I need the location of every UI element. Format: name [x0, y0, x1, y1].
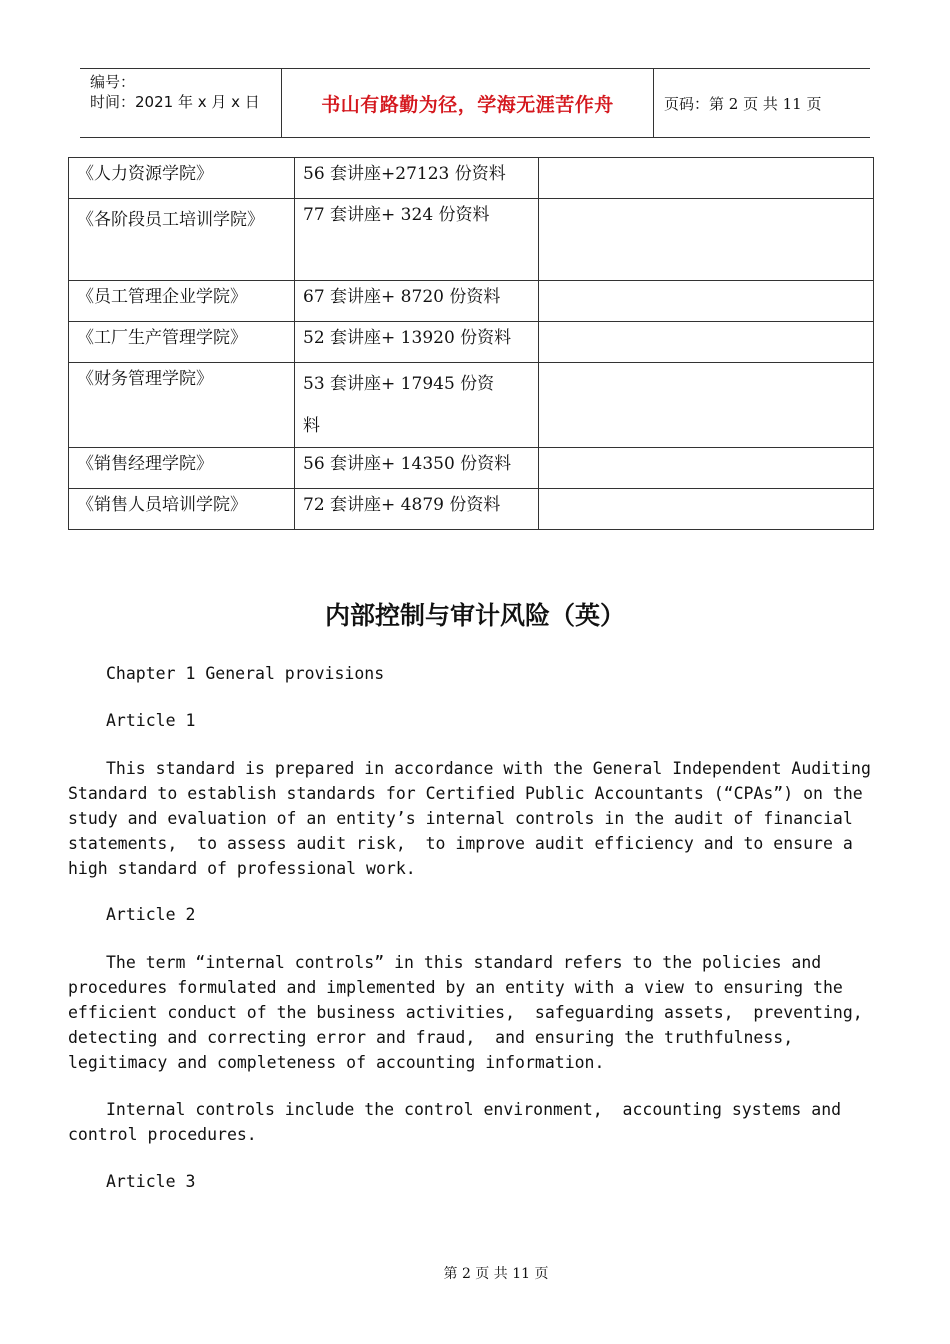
table-cell-name: 《人力资源学院》 — [69, 158, 295, 199]
table-cell-extra — [539, 448, 874, 489]
table-cell-extra — [539, 489, 874, 530]
table-cell-name: 《销售经理学院》 — [69, 448, 295, 489]
table-cell-content: 56 套讲座+ 14350 份资料 — [295, 448, 539, 489]
table-cell-name: 《销售人员培训学院》 — [69, 489, 295, 530]
table-cell-content: 72 套讲座+ 4879 份资料 — [295, 489, 539, 530]
table-row — [69, 322, 874, 363]
table-cell-content: 56 套讲座+27123 份资料 — [295, 158, 539, 199]
table-cell-extra — [539, 322, 874, 363]
document-title: 内部控制与审计风险（英） — [324, 601, 625, 630]
article-paragraph: Internal controls include the control environment, accounting systems and control procedures. — [68, 1100, 852, 1144]
table-row — [69, 199, 874, 281]
table-cell-name: 《工厂生产管理学院》 — [69, 322, 295, 363]
table-cell-content-text: 53 套讲座+ 17945 份资料 — [303, 374, 495, 436]
table-cell-content — [295, 363, 539, 448]
table-cell-content: 52 套讲座+ 13920 份资料 — [295, 322, 539, 363]
article-heading: Article 2 — [106, 905, 196, 924]
document-date-label: 时间：2021 年 x 月 x 日 — [90, 93, 260, 111]
table-row — [69, 448, 874, 489]
header-page-number: 页码：第 2 页 共 11 页 — [664, 94, 822, 113]
table-cell-extra — [539, 363, 874, 448]
table-row — [69, 281, 874, 322]
table-row — [69, 158, 874, 199]
table-cell-name: 《员工管理企业学院》 — [69, 281, 295, 322]
page-footer: 第 2 页 共 11 页 — [443, 1266, 549, 1282]
article-paragraph: The term “internal controls” in this standard refers to the policies and procedures formulated and implemented by an entity with a view to ensuring the efficient conduct of the business activities, safeguarding assets, preventing, detecting and correcting error and fraud, and ensuring the truthfulness, legitimacy and completeness of accounting information. — [68, 953, 873, 1072]
table-cell-name: 《财务管理学院》 — [69, 363, 295, 448]
table-cell-extra — [539, 158, 874, 199]
header-motto: 书山有路勤为径，学海无涯苦作舟 — [282, 69, 654, 137]
table-row — [69, 489, 874, 530]
document-number-label: 编号： — [90, 73, 136, 91]
chapter-heading: Chapter 1 General provisions — [106, 664, 385, 683]
page-header — [80, 68, 870, 138]
table-cell-extra — [539, 281, 874, 322]
table-cell-content: 67 套讲座+ 8720 份资料 — [295, 281, 539, 322]
table-cell-name — [69, 199, 295, 281]
resource-table — [68, 157, 874, 530]
table-cell-name-text: 《各阶段员工培训学院》 — [77, 210, 264, 230]
header-meta — [80, 69, 282, 137]
table-cell-extra — [539, 199, 874, 281]
table-row — [69, 363, 874, 448]
article-paragraph: This standard is prepared in accordance with the General Independent Auditing Standard to establish standards for Certified Public Accountants (“CPAs”) on the study and evaluation of an entity’s internal controls in the audit of financial statements, to assess audit risk, to improve audit efficiency and to ensure a high standard of professional work. — [68, 759, 881, 878]
table-cell-content: 77 套讲座+ 324 份资料 — [295, 199, 539, 281]
article-heading: Article 1 — [106, 711, 196, 730]
article-heading: Article 3 — [106, 1172, 196, 1191]
